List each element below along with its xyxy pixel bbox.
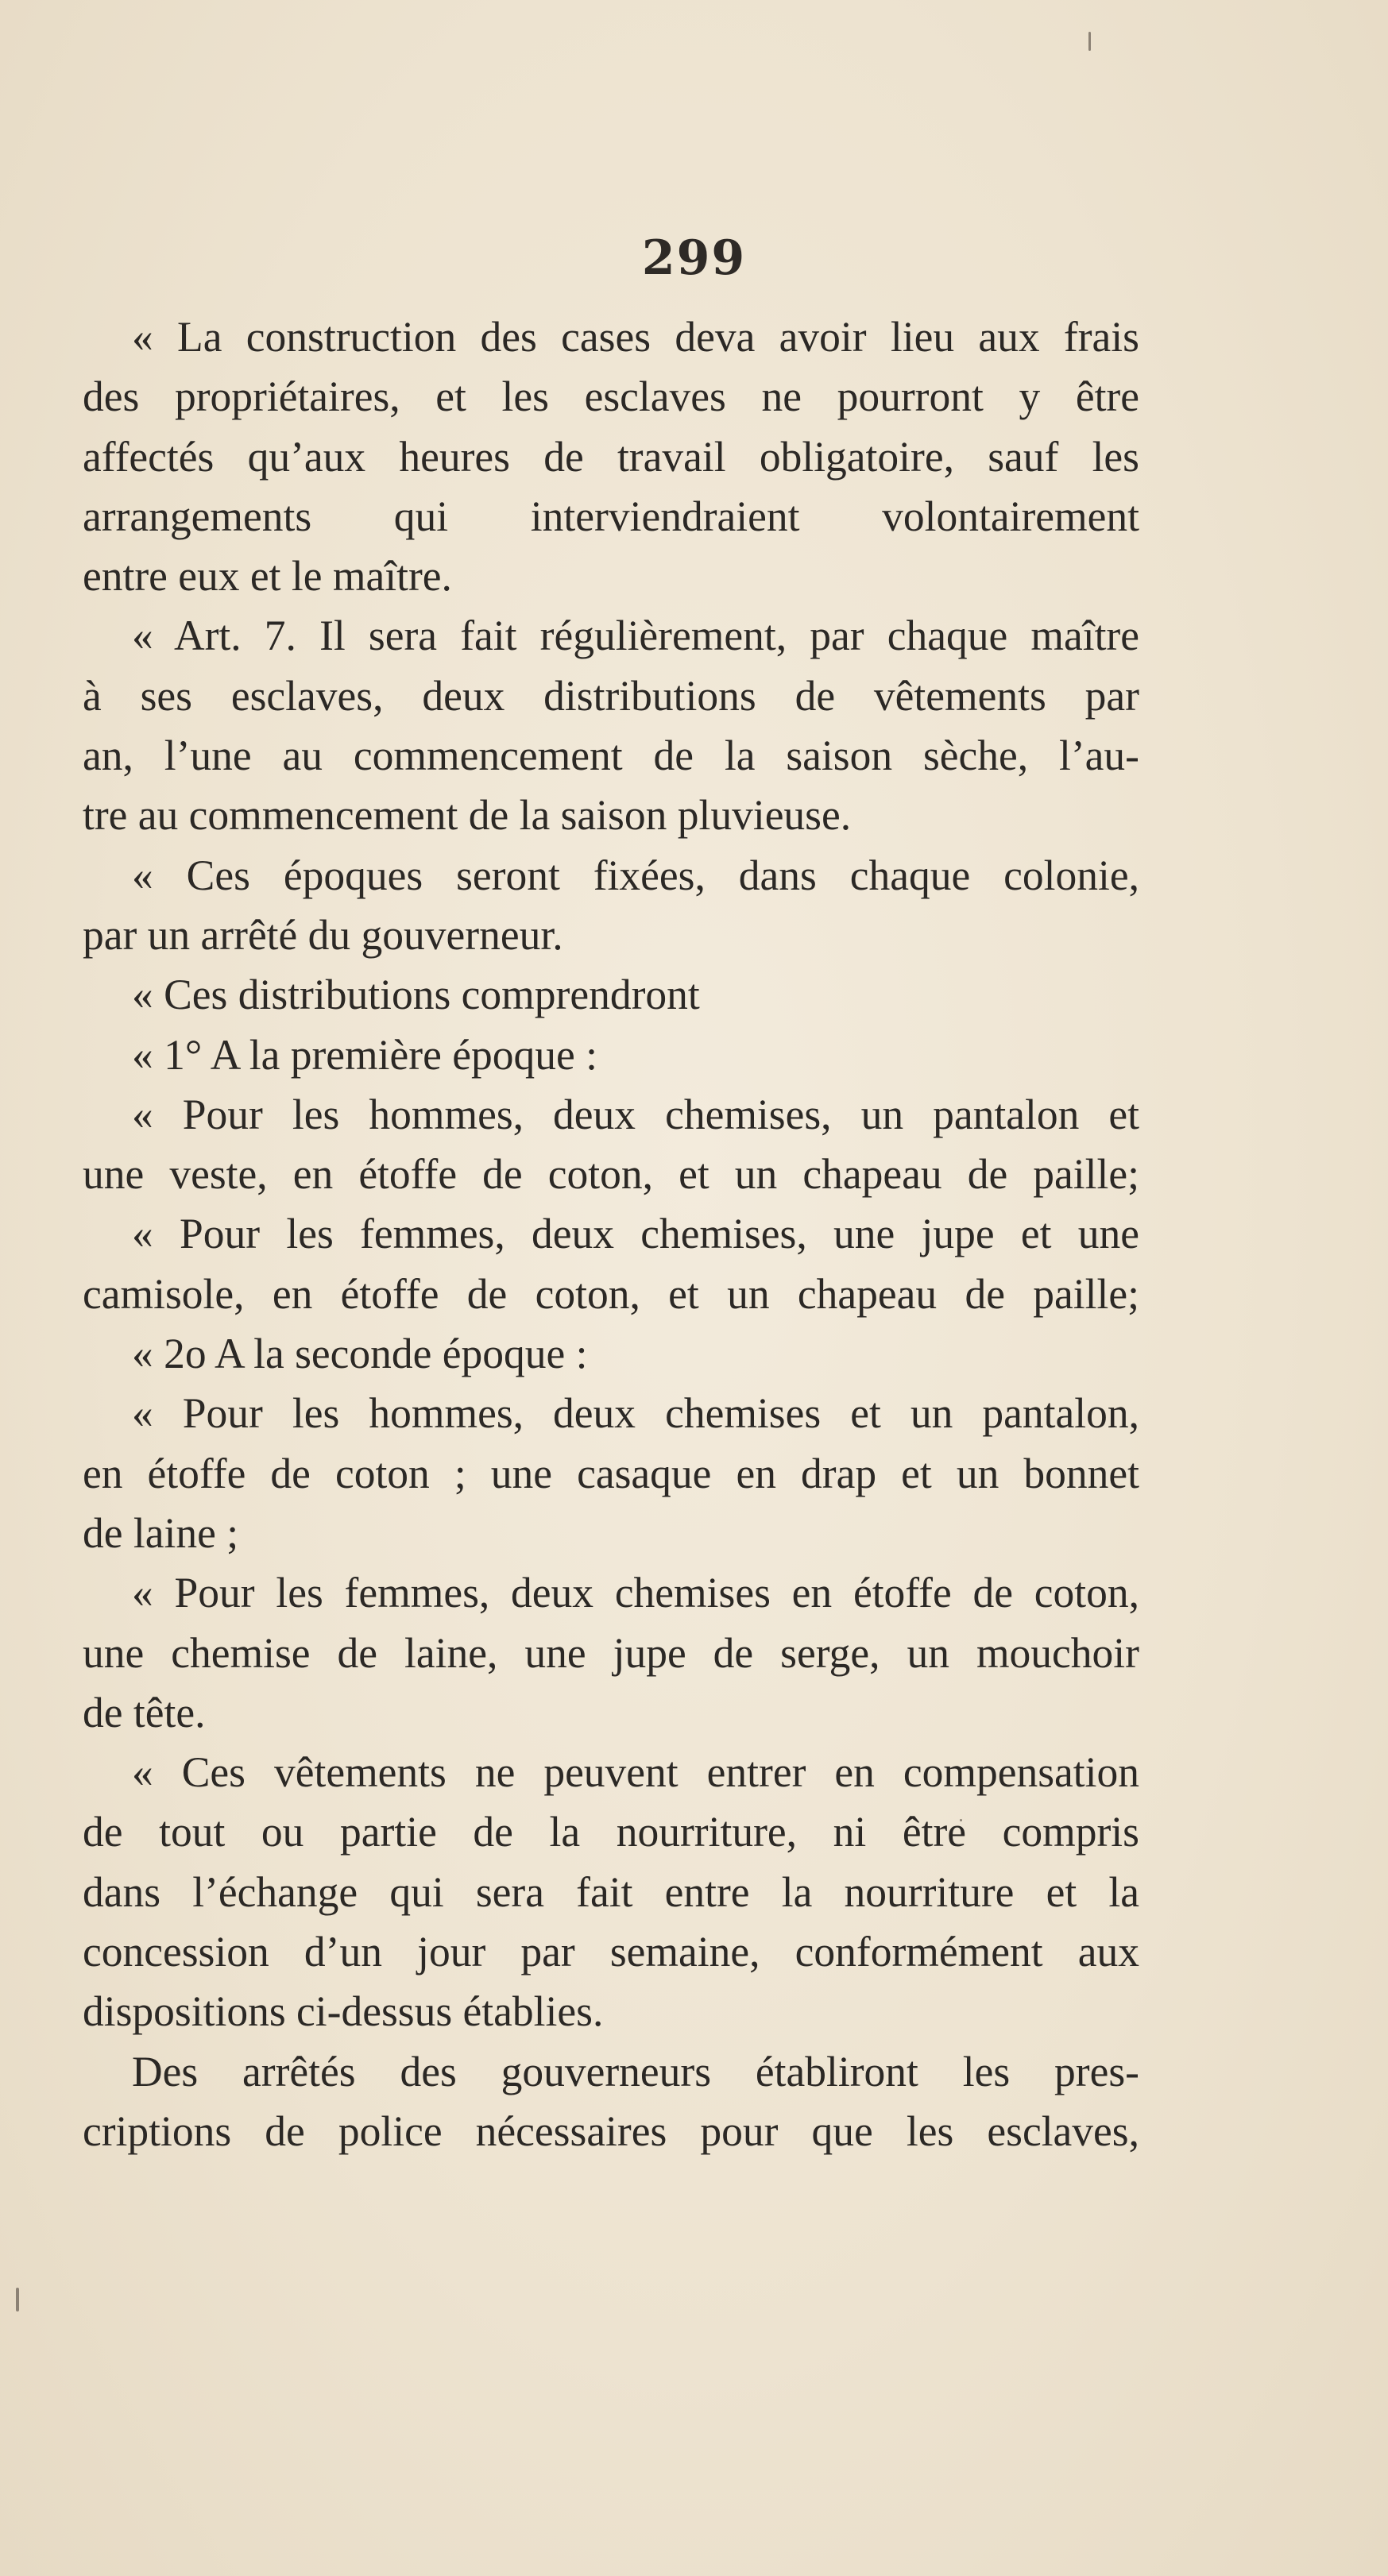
text-line: arrangements qui interviendraient volontairement <box>83 492 1139 540</box>
text-line: à ses esclaves, deux distributions de vêtements par <box>83 671 1139 720</box>
text-line: affectés qu’aux heures de travail obligatoire, sauf les <box>83 432 1139 481</box>
text-line: tre au commencement de la saison pluvieuse. <box>83 791 852 840</box>
text-line: « Art. 7. Il sera fait régulièrement, par chaque maître <box>132 612 1139 660</box>
text-line: « Ces époques seront fixées, dans chaque colonie, <box>132 851 1139 899</box>
text-line: Des arrêtés des gouverneurs établiront les pres- <box>132 2047 1139 2095</box>
text-line: « Ces vêtements ne peuvent entrer en compensation <box>132 1748 1139 1797</box>
text-line: criptions de police nécessaires pour que les esclaves, <box>83 2107 1139 2155</box>
paper-speck <box>1088 32 1091 51</box>
text-line: « Ces distributions comprendront <box>132 971 700 1019</box>
text-line: de laine ; <box>83 1508 239 1557</box>
text-line: « Pour les femmes, deux chemises en étoffe de coton, <box>132 1569 1139 1617</box>
text-line: concession d’un jour par semaine, conformément aux <box>83 1928 1139 1976</box>
text-line: une veste, en étoffe de coton, et un chapeau de paille; <box>83 1150 1139 1199</box>
text-line: en étoffe de coton ; une casaque en drap et un bonnet <box>83 1449 1139 1497</box>
text-line: an, l’une au commencement de la saison sèche, l’au- <box>83 732 1139 780</box>
text-line: de tête. <box>83 1688 206 1736</box>
text-line: « Pour les hommes, deux chemises, un pantalon et <box>132 1090 1139 1138</box>
text-line: une chemise de laine, une jupe de serge, un mouchoir <box>83 1628 1139 1677</box>
text-line: dans l’échange qui sera fait entre la nourriture et la <box>83 1867 1139 1916</box>
text-line: « Pour les femmes, deux chemises, une jupe et une <box>132 1210 1139 1258</box>
text-line: par un arrêté du gouverneur. <box>83 910 563 959</box>
body-text <box>83 307 1139 2161</box>
text-line: de tout ou partie de la nourriture, ni être compris <box>83 1808 1139 1856</box>
text-line: entre eux et le maître. <box>83 552 452 601</box>
page-number: 299 <box>641 230 747 286</box>
text-line: camisole, en étoffe de coton, et un chapeau de paille; <box>83 1269 1139 1318</box>
text-line: dispositions ci-dessus établies. <box>83 1987 604 2036</box>
paper-speck <box>16 2288 19 2311</box>
text-line: « 1° A la première époque : <box>132 1030 597 1079</box>
text-line: « La construction des cases deva avoir lieu aux frais <box>132 313 1139 361</box>
text-line: « 2o A la seconde époque : <box>132 1330 588 1378</box>
text-line: des propriétaires, et les esclaves ne pourront y être <box>83 373 1139 421</box>
text-line: « Pour les hommes, deux chemises et un pantalon, <box>132 1389 1139 1438</box>
